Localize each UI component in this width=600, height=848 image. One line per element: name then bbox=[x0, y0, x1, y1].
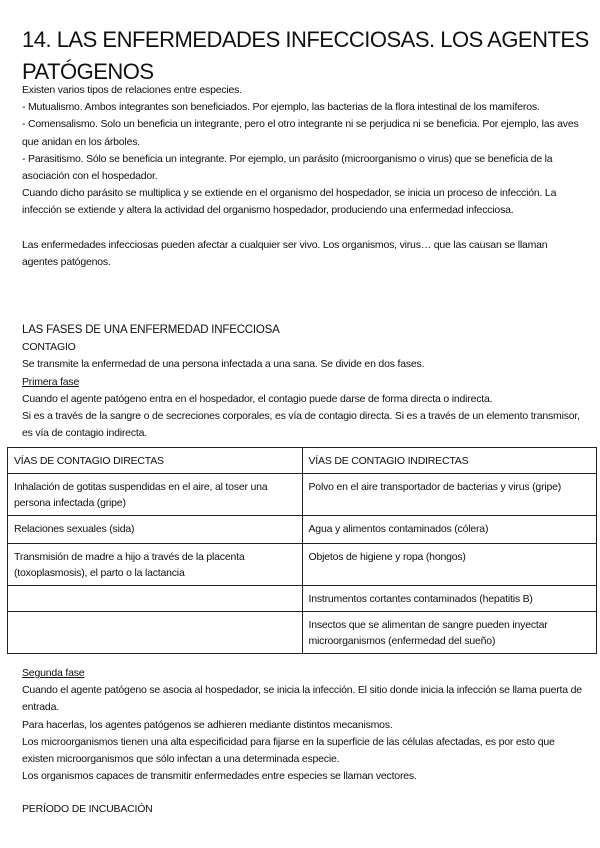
table-cell bbox=[8, 586, 303, 612]
subheading: CONTAGIO bbox=[22, 341, 76, 354]
table-cell: Agua y alimentos contaminados (cólera) bbox=[302, 516, 597, 544]
table-header: VÍAS DE CONTAGIO INDIRECTAS bbox=[302, 448, 597, 474]
paragraph: - Comensalismo. Solo un beneficia un integrante, pero el otro integrante ni se perjudica ni se beneficia. Por ejemplo, las aves que anidan en los árboles. bbox=[22, 118, 579, 148]
paragraph: Existen varios tipos de relaciones entre especies. bbox=[22, 84, 242, 96]
table-cell: Transmisión de madre a hijo a través de la placenta (toxoplasmosis), el parto o la lactancia bbox=[8, 544, 303, 586]
table-row bbox=[8, 586, 597, 612]
page-title: 14. LAS ENFERMEDADES INFECCIOSAS. LOS AGENTES PATÓGENOS bbox=[22, 27, 589, 84]
table-row bbox=[8, 474, 597, 516]
table-cell: Insectos que se alimentan de sangre pueden inyectar microorganismos (enfermedad del sueño) bbox=[302, 612, 597, 654]
table-cell: Relaciones sexuales (sida) bbox=[8, 516, 303, 544]
table-cell: Objetos de higiene y ropa (hongos) bbox=[302, 544, 597, 586]
subsection-label: Segunda fase bbox=[22, 667, 85, 679]
table-header: VÍAS DE CONTAGIO DIRECTAS bbox=[8, 448, 303, 474]
section-heading: LAS FASES DE UNA ENFERMEDAD INFECCIOSA bbox=[22, 324, 280, 336]
paragraph: Cuando el agente patógeno entra en el hospedador, el contagio puede darse de forma directa o indirecta. bbox=[22, 392, 493, 405]
table-cell: Polvo en el aire transportador de bacterias y virus (gripe) bbox=[302, 474, 597, 516]
contagion-table bbox=[7, 447, 597, 654]
table-header-row bbox=[8, 448, 597, 474]
paragraph: - Parasitismo. Sólo se beneficia un integrante. Por ejemplo, un parásito (microorganismo o virus) que se beneficia de la asociación con el hospedador. bbox=[22, 152, 553, 183]
segunda-fase-section bbox=[22, 665, 582, 819]
paragraph: Cuando dicho parásito se multiplica y se extiende en el organismo del hospedador, se inicia un proceso de infección. La infección se extiende y altera la actividad del organismo hospedador, produciendo una enfermedad infecciosa. bbox=[22, 187, 557, 217]
paragraph: Para hacerlas, los agentes patógenos se adhieren mediante distintos mecanismos. bbox=[22, 718, 393, 731]
intro-section bbox=[22, 82, 582, 271]
paragraph: Cuando el agente patógeno se asocia al hospedador, se inicia la infección. El sitio donde inicia la infección se llama puerta de entrada. bbox=[22, 684, 582, 714]
contagio-section bbox=[22, 322, 582, 442]
table-cell: Instrumentos cortantes contaminados (hepatitis B) bbox=[302, 586, 597, 612]
paragraph: Se transmite la enfermedad de una persona infectada a una sana. Se divide en dos fases. bbox=[22, 358, 425, 371]
table-row bbox=[8, 516, 597, 544]
paragraph: Las enfermedades infecciosas pueden afectar a cualquier ser vivo. Los organismos, virus… que las causan se llaman agentes patógenos. bbox=[22, 238, 548, 268]
table-cell bbox=[8, 612, 303, 654]
paragraph: - Mutualismo. Ambos integrantes son beneficiados. Por ejemplo, las bacterias de la flora intestinal de los mamíferos. bbox=[22, 101, 540, 114]
section-heading: PERÍODO DE INCUBACIÓN bbox=[22, 803, 153, 816]
paragraph: Los microorganismos tienen una alta especificidad para fijarse en la superficie de las células afectadas, es por esto que existen microorganismos que sólo infectan a una determinada especie. bbox=[22, 735, 555, 766]
paragraph: Los organismos capaces de transmitir enfermedades entre especies se llaman vectores. bbox=[22, 770, 417, 783]
paragraph: Si es a través de la sangre o de secreciones corporales, es vía de contagio directa. Si es a través de un elemento transmisor, es vía de contagio indirecta. bbox=[22, 410, 580, 440]
table-cell: Inhalación de gotitas suspendidas en el aire, al toser una persona infectada (gripe) bbox=[8, 474, 303, 516]
table-row bbox=[8, 544, 597, 586]
table-row bbox=[8, 612, 597, 654]
subsection-label: Primera fase bbox=[22, 375, 80, 388]
